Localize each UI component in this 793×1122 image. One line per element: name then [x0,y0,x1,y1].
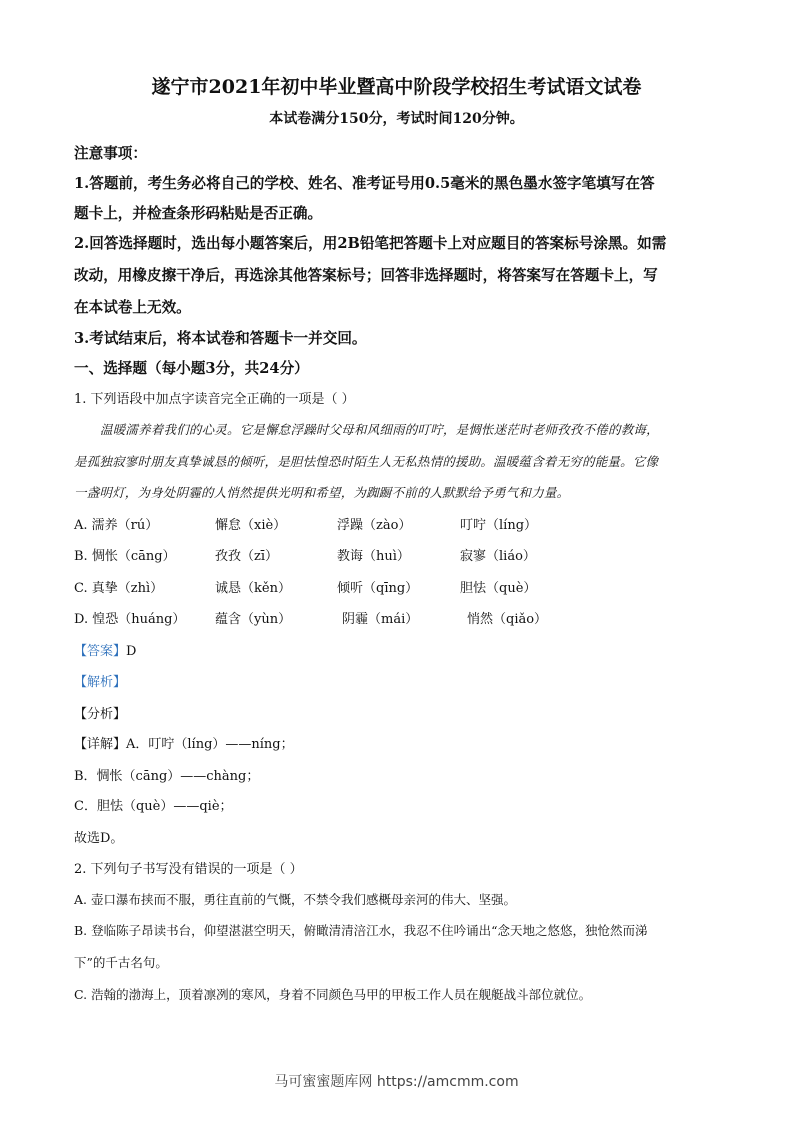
option-a-3: 浮躁（zào） [337,518,412,533]
passage-line: 温暖濡养着我们的心灵。它是懈怠浮躁时父母和风细雨的叮咛，是惆怅迷茫时老师孜孜不倦的教诲， [100,422,659,437]
option-a-4: 叮咛（líng） [460,518,538,533]
option-d-1: D. 惶恐（huáng） [74,612,186,627]
answer-tag: 【答案】 [74,644,127,659]
notice-line: 3.考试结束后，将本试卷和答题卡一并交回。 [74,330,367,347]
option-b-3: 教诲（huì） [337,549,410,564]
detail-line: C．胆怯（què）——qiè； [74,799,233,814]
question-2-stem: 2. 下列句子书写没有错误的一项是（ ） [74,862,303,877]
answer-line [74,640,136,659]
option-b-4: 寂寥（liáo） [460,549,536,564]
option-c-4: 胆怯（què） [460,581,537,596]
detail-line: B．惆怅（cāng）——chàng； [74,769,260,784]
fenxi-label: 【分析】 [74,707,127,722]
question-1-stem: 1. 下列语段中加点字读音完全正确的一项是（ ） [74,392,355,407]
notice-line: 改动，用橡皮擦干净后，再选涂其他答案标号；回答非选择题时，将答案写在答题卡上，写 [74,267,658,284]
notice-line: 1.答题前，考生务必将自己的学校、姓名、准考证号用0.5毫米的黑色墨水签字笔填写在答 [74,175,655,192]
option-c-2: 诚恳（kěn） [215,581,291,596]
q2-option-line: B. 登临陈子昂读书台，仰望湛湛空明天，俯瞰清清涪江水，我忍不住吟诵出“念天地之悠悠，独怆然而涕 [74,923,648,938]
notice-heading: 注意事项： [74,145,147,162]
option-d-3: 阴霾（mái） [342,612,419,627]
option-d-2: 蕴含（yùn） [215,612,292,627]
option-a-2: 懈怠（xiè） [215,518,287,533]
page-title: 遂宁市2021年初中毕业暨高中阶段学校招生考试语文试卷 [151,76,642,98]
analysis-tag: 【解析】 [74,675,127,690]
page-subtitle: 本试卷满分150分，考试时间120分钟。 [269,111,524,127]
option-c-3: 倾听（qīng） [337,581,419,596]
answer-value: D [126,644,137,659]
option-c-1: C. 真挚（zhì） [74,581,164,596]
q2-option-line: C. 浩翰的渤海上，顶着凛冽的寒风，身着不同颜色马甲的甲板工作人员在舰艇战斗部位就位。 [74,987,592,1002]
option-b-1: B. 惆怅（cāng） [74,549,176,564]
passage-line: 一盏明灯，为身处阴霾的人悄然提供光明和希望，为踟蹰不前的人默默给予勇气和力量。 [74,485,570,500]
notice-line: 2.回答选择题时，选出每小题答案后，用2B铅笔把答题卡上对应题目的答案标号涂黑。如需 [74,235,667,252]
option-b-2: 孜孜（zī） [215,549,279,564]
section-heading: 一、选择题（每小题3分，共24分） [74,360,309,377]
detail-line: 【详解】A．叮咛（líng）——níng； [74,737,294,752]
q2-option-line: 下”的千古名句。 [74,955,168,970]
footer-watermark: 马可蜜蜜题库网 https://amcmm.com [274,1074,519,1090]
passage-line: 是孤独寂寥时朋友真挚诚恳的倾听，是胆怯惶恐时陌生人无私热情的援助。温暖蕴含着无穷的能量。它像 [74,454,659,469]
notice-line: 在本试卷上无效。 [74,299,191,316]
notice-line: 题卡上，并检查条形码粘贴是否正确。 [74,205,323,222]
option-a-1: A. 濡养（rú） [74,518,159,533]
detail-line: 故选D。 [74,831,124,846]
option-d-4: 悄然（qiǎo） [467,612,548,627]
q2-option-line: A. 壶口瀑布挟而不服，勇往直前的气慨，不禁令我们感概母亲河的伟大、坚强。 [74,892,516,907]
